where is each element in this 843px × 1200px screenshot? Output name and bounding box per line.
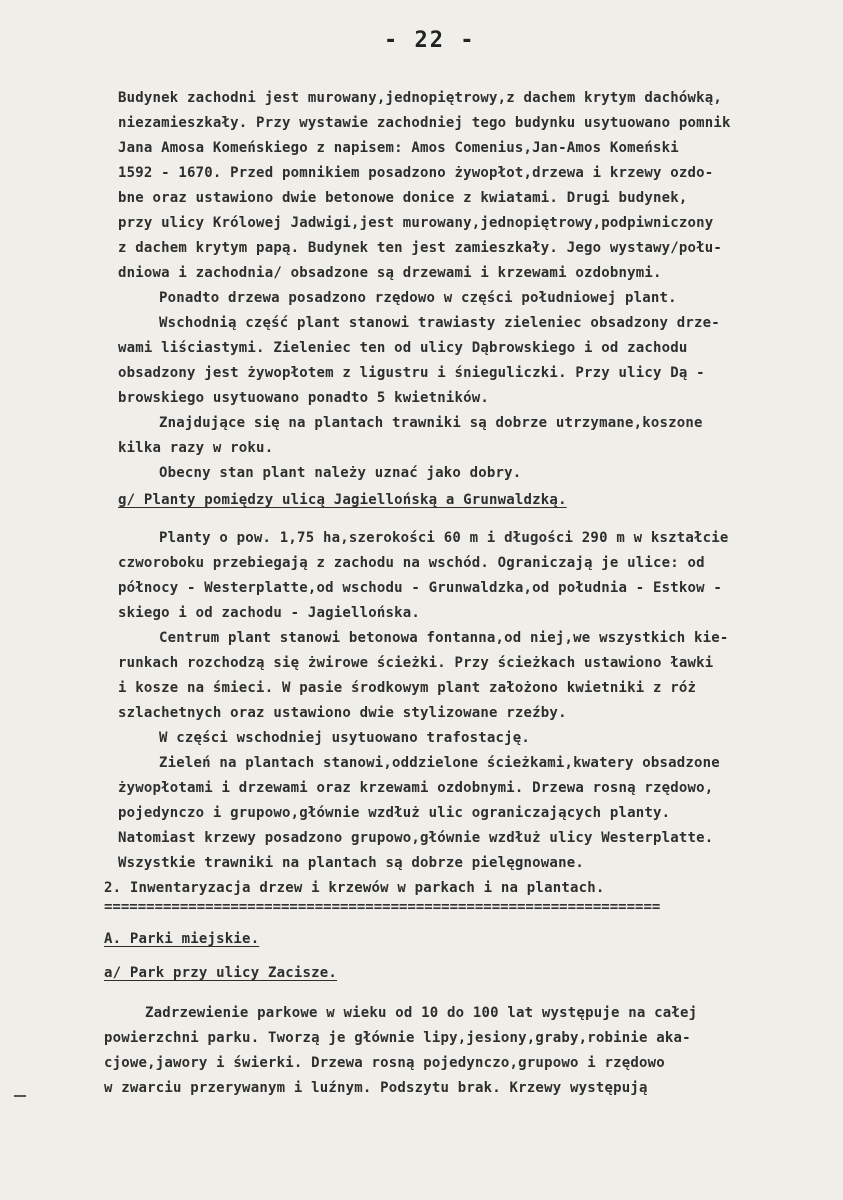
text-line: szlachetnych oraz ustawiono dwie stylizowane rzeźby. bbox=[118, 705, 567, 721]
text-line: Obecny stan plant należy uznać jako dobry. bbox=[159, 465, 522, 481]
page-number: - 22 - bbox=[384, 28, 476, 53]
text-line: czworoboku przebiegają z zachodu na wschód. Ograniczają je ulice: od bbox=[118, 555, 705, 571]
text-line: Zieleń na plantach stanowi,oddzielone ścieżkami,kwatery obsadzone bbox=[159, 755, 720, 771]
text-line: bne oraz ustawiono dwie betonowe donice z kwiatami. Drugi budynek, bbox=[118, 190, 688, 206]
text-line: Natomiast krzewy posadzono grupowo,głównie wzdłuż ulicy Westerplatte. bbox=[118, 830, 714, 846]
text-line: i kosze na śmieci. W pasie środkowym plant założono kwietniki z róż bbox=[118, 680, 697, 696]
text-line: Ponadto drzewa posadzono rzędowo w części południowej plant. bbox=[159, 290, 677, 306]
text-line: Centrum plant stanowi betonowa fontanna,od niej,we wszystkich kie- bbox=[159, 630, 729, 646]
text-line: Budynek zachodni jest murowany,jednopiętrowy,z dachem krytym dachówką, bbox=[118, 90, 723, 106]
text-line: W części wschodniej usytuowano trafostację. bbox=[159, 730, 531, 746]
text-line: żywopłotami i drzewami oraz krzewami ozdobnymi. Drzewa rosną rzędowo, bbox=[118, 780, 714, 796]
text-line: Wschodnią część plant stanowi trawiasty zieleniec obsadzony drze- bbox=[159, 315, 720, 331]
text-line: pojedynczo i grupowo,głównie wzdłuż ulic ograniczających planty. bbox=[118, 805, 671, 821]
text-line: powierzchni parku. Tworzą je głównie lipy,jesiony,graby,robinie aka- bbox=[104, 1030, 691, 1046]
double-underline-rule: ================================================================== bbox=[104, 903, 661, 911]
text-line: Zadrzewienie parkowe w wieku od 10 do 100 lat występuje na całej bbox=[145, 1005, 698, 1021]
text-line: obsadzony jest żywopłotem z ligustru i śnieguliczki. Przy ulicy Dą - bbox=[118, 365, 705, 381]
text-line: Wszystkie trawniki na plantach są dobrze pielęgnowane. bbox=[118, 855, 584, 871]
text-line: Planty o pow. 1,75 ha,szerokości 60 m i długości 290 m w kształcie bbox=[159, 530, 729, 546]
subsection-heading: A. Parki miejskie. bbox=[104, 931, 260, 947]
text-line: Jana Amosa Komeńskiego z napisem: Amos Comenius,Jan-Amos Komeński bbox=[118, 140, 679, 156]
text-line: browskiego usytuowano ponadto 5 kwietników. bbox=[118, 390, 490, 406]
text-line: z dachem krytym papą. Budynek ten jest zamieszkały. Jego wystawy/połu- bbox=[118, 240, 723, 256]
section-heading: 2. Inwentaryzacja drzew i krzewów w parkach i na plantach. bbox=[104, 880, 605, 896]
text-line: dniowa i zachodnia/ obsadzone są drzewami i krzewami ozdobnymi. bbox=[118, 265, 662, 281]
text-line: niezamieszkały. Przy wystawie zachodniej tego budynku usytuowano pomnik bbox=[118, 115, 731, 131]
text-line: przy ulicy Królowej Jadwigi,jest murowany,jednopiętrowy,podpiwniczony bbox=[118, 215, 714, 231]
text-line: w zwarciu przerywanym i luźnym. Podszytu brak. Krzewy występują bbox=[104, 1080, 648, 1096]
text-line: północy - Westerplatte,od wschodu - Grunwaldzka,od południa - Estkow - bbox=[118, 580, 723, 596]
text-line: skiego i od zachodu - Jagiellońska. bbox=[118, 605, 421, 621]
text-line: Znajdujące się na plantach trawniki są dobrze utrzymane,koszone bbox=[159, 415, 703, 431]
subsection-heading: a/ Park przy ulicy Zacisze. bbox=[104, 965, 337, 981]
margin-punch-mark bbox=[14, 1095, 26, 1097]
text-line: wami liściastymi. Zieleniec ten od ulicy Dąbrowskiego i od zachodu bbox=[118, 340, 688, 356]
text-line: kilka razy w roku. bbox=[118, 440, 274, 456]
text-line: 1592 - 1670. Przed pomnikiem posadzono żywopłot,drzewa i krzewy ozdo- bbox=[118, 165, 714, 181]
text-line: runkach rozchodzą się żwirowe ścieżki. Przy ścieżkach ustawiono ławki bbox=[118, 655, 714, 671]
text-line: cjowe,jawory i świerki. Drzewa rosną pojedynczo,grupowo i rzędowo bbox=[104, 1055, 665, 1071]
section-heading: g/ Planty pomiędzy ulicą Jagiellońską a Grunwaldzką. bbox=[118, 492, 567, 508]
